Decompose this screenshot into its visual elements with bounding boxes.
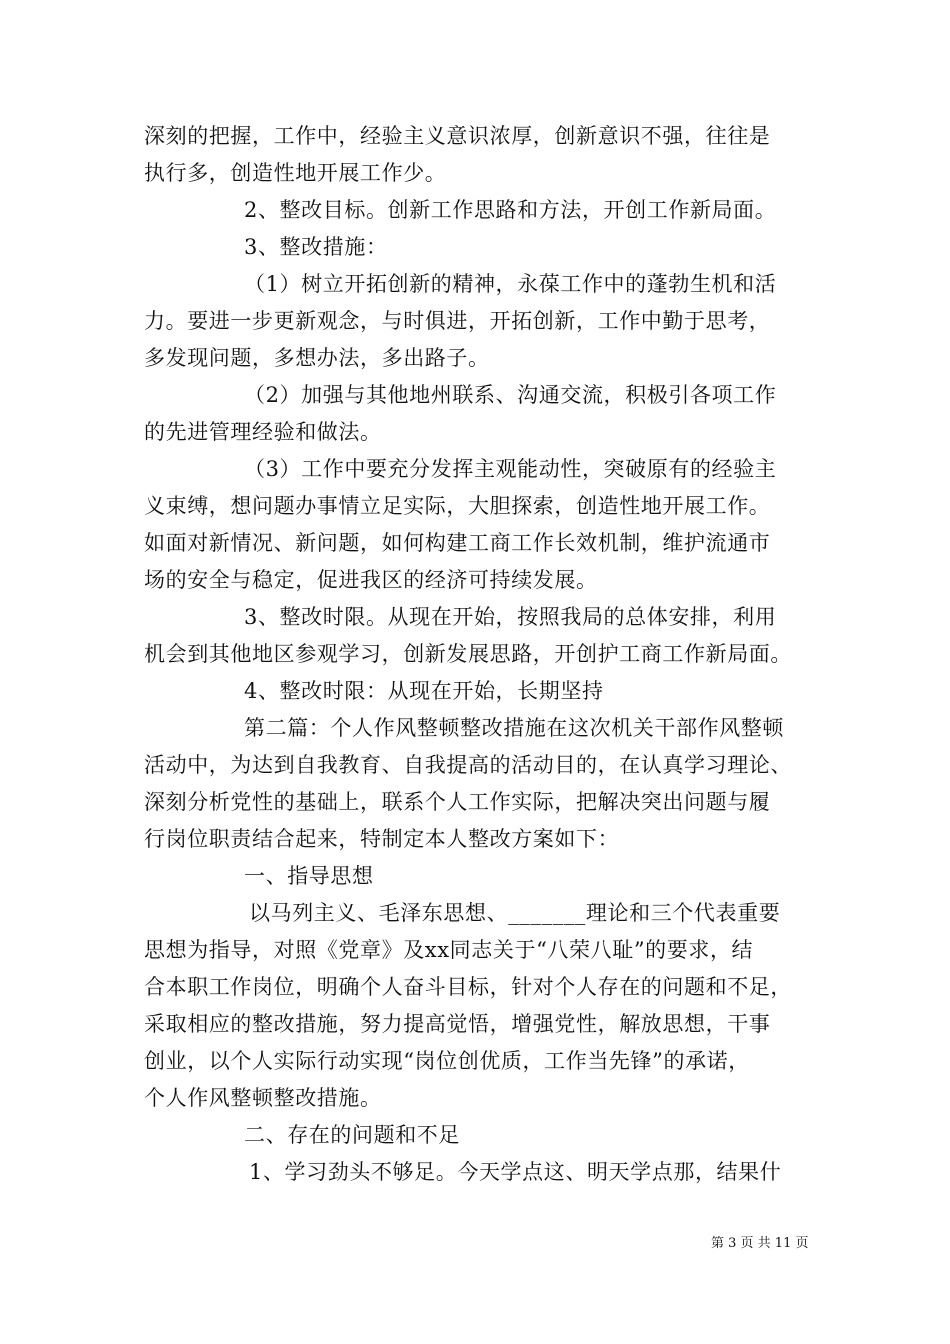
body-text-line: 3、整改措施： [244,235,388,259]
body-text-line: 活动中，为达到自我教育、自我提高的活动目的，在认真学习理论、 [144,753,792,777]
body-text-line: 第二篇：个人作风整顿整改措施在这次机关干部作风整顿 [244,716,784,740]
body-text-line: 合本职工作岗位，明确个人奋斗目标，针对个人存在的问题和不足， [144,975,792,999]
body-text-line: 采取相应的整改措施，努力提高觉悟，增强党性，解放思想，干事 [144,1012,771,1036]
body-text-line: 个人作风整顿整改措施。 [144,1086,382,1110]
body-text-line: 深刻分析党性的基础上，联系个人工作实际，把解决突出问题与履 [144,790,771,814]
body-text-line: 义束缚，想问题办事情立足实际，大胆探索，创造性地开展工作。 [144,494,771,518]
section-heading: 一、指导思想 [244,864,374,888]
body-text-line: 深刻的把握，工作中，经验主义意识浓厚，创新意识不强，往往是 [144,124,771,148]
body-text-line: 2、整改目标。创新工作思路和方法，开创工作新局面。 [244,198,777,222]
body-text-line: （2）加强与其他地州联系、沟通交流，积极引各项工作 [244,383,777,407]
body-text-line: （3）工作中要充分发挥主观能动性，突破原有的经验主 [244,457,777,481]
body-text-line: 思想为指导，对照《党章》及xx同志关于“八荣八耻”的要求，结 [144,938,754,962]
body-text-line: 创业，以个人实际行动实现“岗位创优质，工作当先锋”的承诺， [144,1049,750,1073]
body-text-line: 4、整改时限：从现在开始，长期坚持 [244,679,604,703]
page-number: 第 3 页 共 11 页 [711,1236,809,1251]
body-text-line: 多发现问题，多想办法，多出路子。 [144,346,490,370]
body-text-line: 行岗位职责结合起来，特制定本人整改方案如下： [144,827,620,851]
body-text-line: 1、学习劲头不够足。今天学点这、明天学点那，结果什 [249,1160,782,1184]
body-text-line: 执行多，创造性地开展工作少。 [144,161,447,185]
body-text-line: 力。要进一步更新观念，与时俱进，开拓创新，工作中勤于思考， [144,309,771,333]
body-text-line: （1）树立开拓创新的精神，永葆工作中的蓬勃生机和活 [244,272,777,296]
body-text-line: 3、整改时限。从现在开始，按照我局的总体安排，利用 [244,605,777,629]
body-text-line: 如面对新情况、新问题，如何构建工商工作长效机制，维护流通市 [144,531,771,555]
body-text-line: 的先进管理经验和做法。 [144,420,382,444]
body-text-line: 机会到其他地区参观学习，创新发展思路，开创护工商工作新局面。 [144,642,792,666]
section-heading: 二、存在的问题和不足 [244,1123,460,1147]
body-text-line: 场的安全与稳定，促进我区的经济可持续发展。 [144,568,598,592]
body-text-line: 以马列主义、毛泽东思想、_______理论和三个代表重要 [249,901,781,925]
